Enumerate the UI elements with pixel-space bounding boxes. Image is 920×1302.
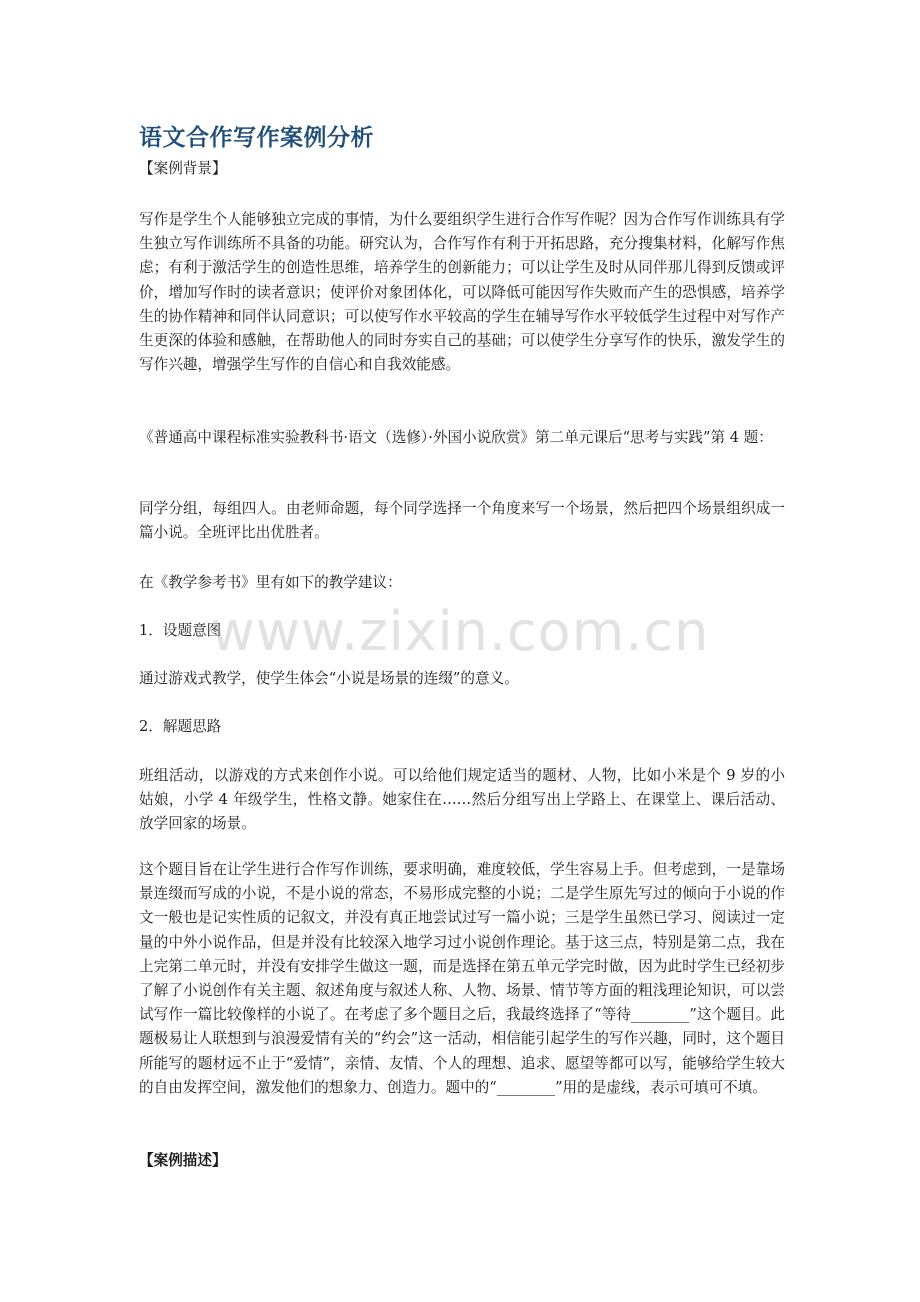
paragraph-task: 同学分组，每组四人。由老师命题，每个同学选择一个角度来写一个场景，然后把四个场景组织成一篇小说。全班评比出优胜者。 [139, 500, 785, 542]
item2-heading: 2．解题思路 [139, 718, 222, 735]
paragraph-analysis: 这个题目旨在让学生进行合作写作训练，要求明确，难度较低，学生容易上手。但考虑到，一是靠场景连缀而写成的小说，不是小说的常态，不易形成完整的小说；二是学生原先写过的倾向于小说的作文一般也是记实性质的记叙文，并没有真正地尝试过写一篇小说；三是学生虽然已学习、阅读过一定量的中外小说作品，但是并没有比较深入地学习过小说创作理论。基于这三点，特别是第二点，我在上完第二单元时，并没有安排学生做这一题，而是选择在第五单元学完时做，因为此时学生已经初步了解了小说创作有关主题、叙述角度与叙述人称、人物、场景、情节等方面的粗浅理论知识，可以尝试写作一篇比较像样的小说了。在考虑了多个题目之后，我最终选择了“等待________”这个题目。此题极易让人联想到与浪漫爱情有关的“约会”这一活动，相信能引起学生的写作兴趣，同时，这个题目所能写的题材远不止于“爱情”，亲情、友情、个人的理想、追求、愿望等都可以写，能够给学生较大的自由发挥空间，激发他们的想象力、创造力。题中的“________”用的是虚线，表示可填可不填。 [139, 861, 785, 1096]
heading-case-description: 【案例描述】 [139, 1152, 227, 1169]
paragraph-intro: 写作是学生个人能够独立完成的事情，为什么要组织学生进行合作写作呢？因为合作写作训练具有学生独立写作训练所不具备的功能。研究认为，合作写作有利于开拓思路，充分搜集材料，化解写作焦虑；有利于激活学生的创造性思维，培养学生的创新能力；可以让学生及时从同伴那儿得到反馈或评价，增加写作时的读者意识；使评价对象团体化，可以降低可能因写作失败而产生的恐惧感，培养学生的协作精神和同伴认同意识；可以使写作水平较高的学生在辅导写作水平较低学生过程中对写作产生更深的体验和感触，在帮助他人的同时夯实自己的基础；可以使学生分享写作的快乐，激发学生的写作兴趣，增强学生写作的自信心和自我效能感。 [139, 211, 785, 374]
item1-heading: 1．设题意图 [139, 622, 222, 639]
watermark: www.zixin.com.cn [210, 600, 710, 663]
item1-text: 通过游戏式教学，使学生体会“小说是场景的连缀”的意义。 [139, 670, 519, 687]
document-title: 语文合作写作案例分析 [139, 125, 374, 151]
paragraph-reference: 在《教学参考书》里有如下的教学建议： [139, 574, 402, 591]
paragraph-source: 《普通高中课程标准实验教科书·语文（选修）·外国小说欣赏》第二单元课后“思考与实践”第 4 题： [139, 429, 773, 446]
heading-case-background: 【案例背景】 [139, 160, 227, 177]
item2-text: 班组活动，以游戏的方式来创作小说。可以给他们规定适当的题材、人物，比如小米是个 9 岁的小姑娘，小学 4 年级学生，性格文静。她家住在……然后分组写出上学路上、在课堂上、课后活动、放学回家的场景。 [139, 767, 785, 833]
